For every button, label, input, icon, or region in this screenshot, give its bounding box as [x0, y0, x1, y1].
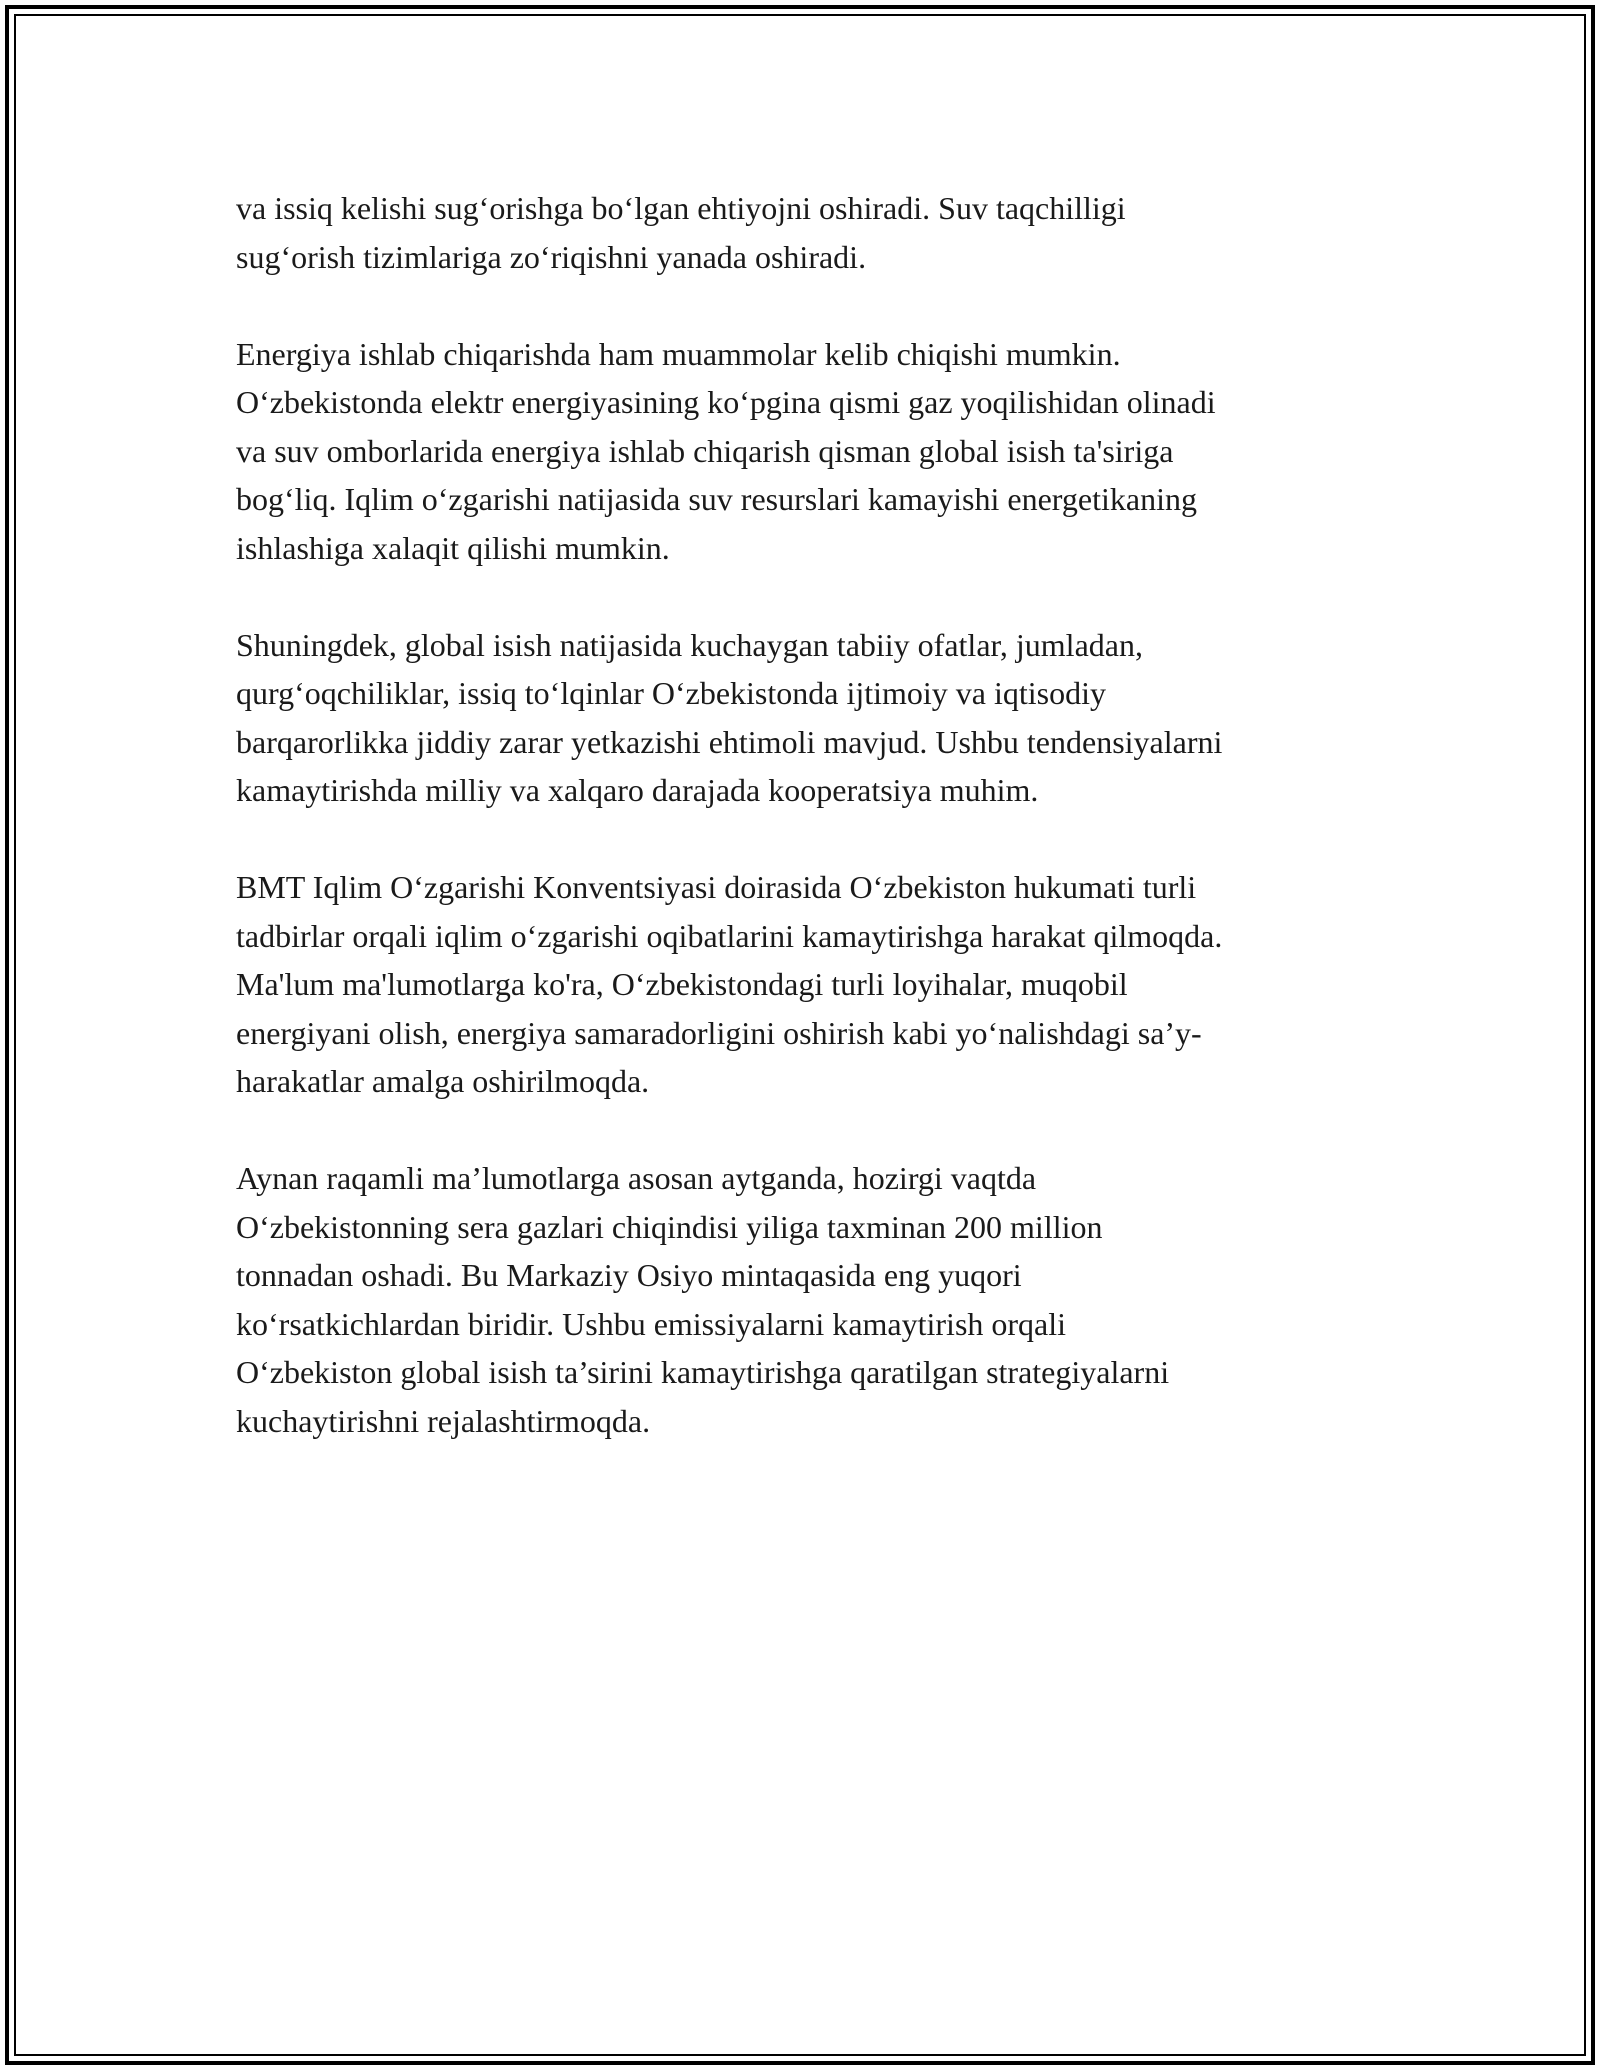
text-line: Energiya ishlab chiqarishda ham muammolar kelib chiqishi mumkin. [236, 335, 1121, 372]
paragraph-emissions [236, 1154, 1386, 1445]
text-line: BMT Iqlim Oʻzgarishi Konventsiyasi doirasida Oʻzbekiston hukumati turli [236, 869, 1197, 905]
paragraph-irrigation [236, 184, 1386, 281]
paragraph-natural-disasters [236, 621, 1386, 815]
text-line: tadbirlar orqali iqlim oʻzgarishi oqibatlarini kamaytirishga harakat qilmoqda. [236, 917, 1223, 954]
document-body [236, 184, 1386, 1494]
text-line: koʻrsatkichlardan biridir. Ushbu emissiyalarni kamaytirish orqali [236, 1305, 1067, 1342]
text-line: Aynan raqamli ma’lumotlarga asosan aytganda, hozirgi vaqtda [236, 1160, 1037, 1196]
text-line: energiyani olish, energiya samaradorligini oshirish kabi yoʻnalishdagi sa’y- [236, 1014, 1202, 1051]
text-line: ishlashiga xalaqit qilishi mumkin. [236, 529, 670, 566]
text-line: Oʻzbekiston global isish ta’sirini kamaytirishga qaratilgan strategiyalarni [236, 1354, 1170, 1390]
text-line: Ma'lum ma'lumotlarga ko'ra, Oʻzbekistondagi turli loyihalar, muqobil [236, 966, 1128, 1002]
text-line: sugʻorish tizimlariga zoʻriqishni yanada oshiradi. [236, 238, 867, 275]
text-line: va issiq kelishi sugʻorishga boʻlgan ehtiyojni oshiradi. Suv taqchilligi [236, 190, 1126, 226]
text-line: kamaytirishda milliy va xalqaro darajada kooperatsiya muhim. [236, 772, 1039, 808]
text-line: kuchaytirishni rejalashtirmoqda. [236, 1402, 651, 1439]
paragraph-energy [236, 330, 1386, 573]
text-line: barqarorlikka jiddiy zarar yetkazishi ehtimoli mavjud. Ushbu tendensiyalarni [236, 723, 1223, 760]
text-line: harakatlar amalga oshirilmoqda. [236, 1063, 650, 1099]
text-line: bogʻliq. Iqlim oʻzgarishi natijasida suv resurslari kamayishi energetikaning [236, 481, 1197, 517]
text-line: Oʻzbekistonda elektr energiyasining koʻpgina qismi gaz yoqilishidan olinadi [236, 384, 1216, 420]
paragraph-un-convention [236, 863, 1386, 1106]
text-line: va suv omborlarida energiya ishlab chiqarish qisman global isish ta'siriga [236, 432, 1174, 469]
text-line: Shuningdek, global isish natijasida kuchaygan tabiiy ofatlar, jumladan, [236, 626, 1143, 663]
text-line: qurgʻoqchiliklar, issiq toʻlqinlar Oʻzbekistonda ijtimoiy va iqtisodiy [236, 675, 1107, 711]
text-line: tonnadan oshadi. Bu Markaziy Osiyo mintaqasida eng yuqori [236, 1257, 1022, 1293]
text-line: Oʻzbekistonning sera gazlari chiqindisi yiliga taxminan 200 million [236, 1208, 1103, 1245]
